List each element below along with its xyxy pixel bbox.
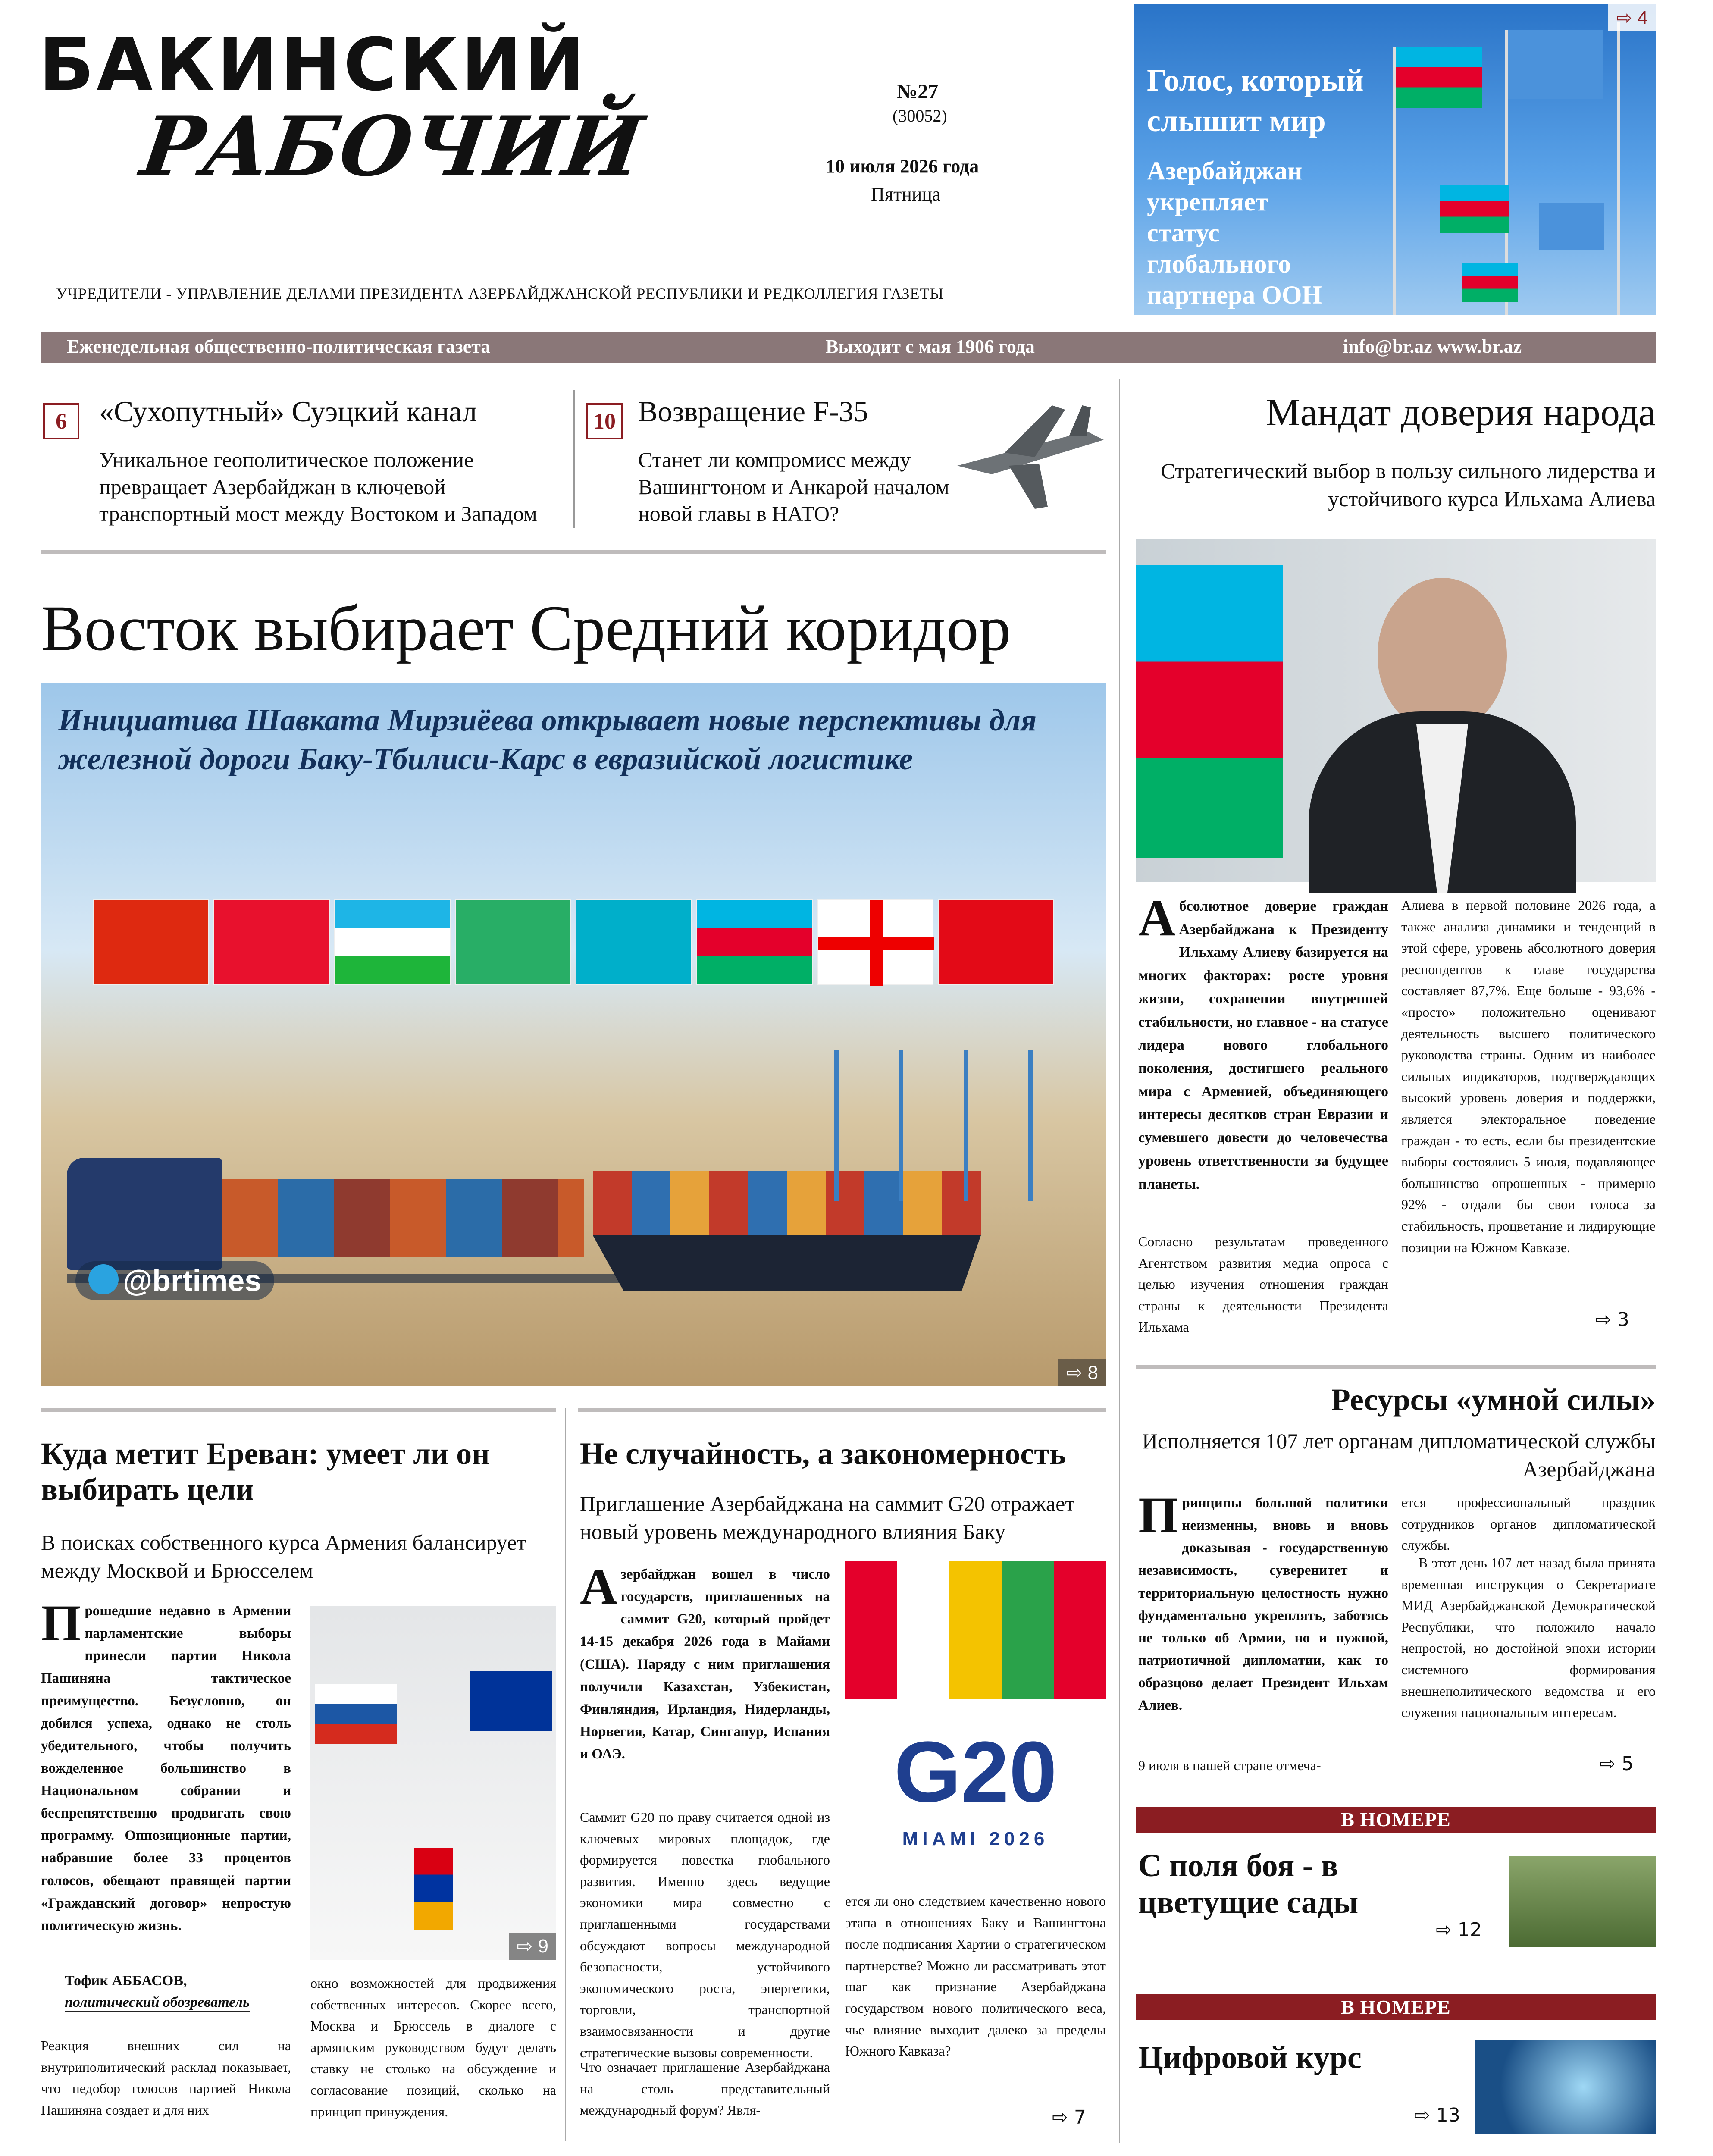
masthead-title: [39, 22, 772, 107]
g20-col1b: Что означает приглашение Азербайджана на столь представительный международный форум? Явля-: [580, 2059, 830, 2118]
main-page[interactable]: ⇨ 8: [1058, 1359, 1106, 1386]
g20-logo-sub: MIAMI 2026: [902, 1828, 1049, 1849]
main-lead: Инициатива Шавката Мирзиёева открывает новые перспективы для железной дороги Баку-Тбилиси-Карс в евразийской логистике: [58, 703, 1037, 776]
yerevan-top-rule: [41, 1408, 556, 1412]
f35-jet-image: [940, 379, 1112, 517]
flag-azerbaijan: [696, 899, 813, 985]
teaser-2-text: Станет ли компромисс между Вашингтоном и Анкарой началом новой главы в НАТО?: [638, 448, 949, 526]
promo-top[interactable]: [1134, 4, 1656, 315]
yerevan-author: Тофик АББАСОВ,: [65, 1973, 187, 1989]
inside-1-photo: [1509, 1856, 1656, 1947]
telegram-badge[interactable]: [75, 1261, 274, 1300]
resources-col2b: В этот день 107 лет назад была принята временная инструкция о Секретариате МИД Азербайджанской Демократической Республики, что положило начало непростой, но достойной эпохи истории системного формирования внешнеполитического ведомства и его служения национальным интересам.: [1401, 1555, 1656, 1720]
resources-title[interactable]: Ресурсы «умной силы»: [1331, 1382, 1656, 1417]
mandate-col2: Алиева в первой половине 2026 года, а также анализа динамики и тенденций в этой сфере, уровень абсолютного доверия респондентов к главе государства составляет 87,7%. Еще больше - 93,6% - «просто» положительно оценивают деятельность высшего политического руководства страны. Одним из наиболее сильных индикаторов, подтверждающих высокий уровень доверия и поддержки, является электоральное поведение граждан - то есть, если бы президентские выборы состоялись 5 июля, подавляющее большинство опрошенных - примерно 92% - отдали бы свои голоса за стабильность, процветание и лидирующие позиции на Южном Кавказе.: [1401, 897, 1656, 1255]
masthead-band: [41, 332, 1656, 363]
resources-col2: ется профессиональный праздник сотрудников органов дипломатической службы.: [1401, 1495, 1656, 1553]
resources-top-rule: [1136, 1365, 1656, 1369]
yerevan-author-role: политический обозреватель: [65, 1994, 250, 2012]
inside-2-photo: [1475, 2040, 1656, 2134]
teaser-2-title[interactable]: Возвращение F-35: [638, 395, 868, 428]
resources-page[interactable]: ⇨ 5: [1600, 1753, 1634, 1775]
g20-page[interactable]: ⇨ 7: [1052, 2106, 1086, 2128]
resources-lead: Принципы большой политики неизменны, вновь и вновь доказывая - государственную независимость, суверенитет и территориальную целостность нужно фундаментально укреплять, заботясь не только об Армии, но и нужной, патриотичной дипломатии, как то образцово делает Президент Ильхам Алиев.: [1138, 1486, 1388, 1714]
issue-total: (30052): [893, 106, 947, 125]
flag-kyrgyzstan: [213, 899, 330, 985]
g20-col2: ется ли оно следствием качественно нового этапа в отношениях Баку и Вашингтона после подписания Хартии о стратегическом партнерстве? Можно ли рассматривать этот шаг как признание Азербайджана государством нового политического веса, чье влияние выходит далеко за пределы Южного Кавказа?: [845, 1893, 1106, 2059]
aliyev-photo: [1136, 539, 1656, 882]
issue-weekday: Пятница: [871, 184, 941, 205]
promo-top-text: Азербайджан укрепляет статус глобального партнера ООН: [1147, 157, 1322, 309]
g20-logo: G20: [894, 1724, 1057, 1820]
founders-line: УЧРЕДИТЕЛИ - УПРАВЛЕНИЕ ДЕЛАМИ ПРЕЗИДЕНТА АЗЕРБАЙДЖАНСКОЙ РЕСПУБЛИКИ И РЕДКОЛЛЕГИЯ ГАЗЕТЫ: [56, 285, 944, 302]
russia-flag: [315, 1684, 397, 1744]
yerevan-lead: Прошедшие недавно в Армении парламентские выборы принесли партии Никола Пашиняна тактическое преимущество. Безусловно, он добился успеха, однако не столь убедительного, чтобы получить вожделенное большинство в Национальном собрании и беспрепятственно продвигать свою программу. Оппозиционные партии, набравшие более 33 процентов голосов, обещают правящей партии «Гражданский договор» непростую политическую жизнь.: [41, 1594, 291, 1934]
mandate-title[interactable]: Мандат доверия народа: [1265, 391, 1656, 434]
mandate-col1: Согласно результатам проведенного Агентством развития медиа опроса с целью изучения отношения граждан страны к деятельности Президента Ильхама: [1138, 1234, 1388, 1335]
issue-number: №27: [897, 80, 939, 103]
main-photo: [41, 683, 1106, 1386]
inside-2-band: В НОМЕРЕ: [1136, 1994, 1656, 2020]
g20-title[interactable]: Не случайность, а закономерность: [580, 1436, 1066, 1471]
inside-1-page[interactable]: ⇨ 12: [1436, 1919, 1482, 1941]
g20-lead: Азербайджан вошел в число государств, приглашенных на саммит G20, который пройдет 14-15 декабря 2026 года в Майами (США). Наряду с ним приглашения получили Казахстан, Узбекистан, Финляндия, Ирландия, Нидерланды, Норвегия, Катар, Сингапур, Испания и ОАЭ.: [580, 1557, 830, 1762]
teasers-rule: [41, 550, 1106, 554]
telegram-handle: @brtimes: [123, 1264, 262, 1297]
resources-col1: 9 июля в нашей стране отмеча-: [1138, 1758, 1321, 1773]
flag-turkmenistan: [455, 899, 571, 985]
armenia-flag: [414, 1848, 453, 1930]
g20-col1: Саммит G20 по праву считается одной из ключевых мировых площадок, где формируется повестка глобального развития. Именно здесь ведущие экономики мира совместно с приглашенными государствами обсуждают вопросы международной безопасности, устойчивого экономического роста, энергетики, торговли, транспортной взаимосвязанности и другие стратегические вызовы современности.: [580, 1809, 830, 2060]
teaser-1-text: Уникальное геополитическое положение превращает Азербайджан в ключевой транспортный мост между Востоком и Западом: [99, 448, 537, 526]
inside-2-page[interactable]: ⇨ 13: [1414, 2104, 1460, 2126]
teasers-divider-v: [573, 390, 575, 528]
teaser-2-page[interactable]: 10: [586, 403, 623, 439]
yerevan-title[interactable]: Куда метит Ереван: умеет ли он выбирать цели: [41, 1436, 490, 1507]
flag-uzbekistan: [334, 899, 451, 985]
band-mid: Выходит с мая 1906 года: [826, 336, 1035, 357]
azerbaijan-flag-backdrop: [1136, 565, 1283, 858]
main-title[interactable]: Восток выбирает Средний коридор: [41, 592, 1011, 664]
yerevan-col1: Реакция внешних сил на внутриполитический расклад показывает, что недобор голосов партией Никола Пашиняна создает и для них: [41, 2038, 291, 2118]
yerevan-flags-photo: [310, 1606, 556, 1960]
eu-flag: [470, 1671, 552, 1731]
promo-top-title: Голос, который слышит мир: [1147, 63, 1364, 138]
promo-top-page[interactable]: ⇨ 4: [1608, 4, 1656, 31]
inside-1-title[interactable]: С поля боя - в цветущие сады: [1138, 1848, 1359, 1921]
person-silhouette: [1378, 578, 1507, 733]
mandate-subtitle: Стратегический выбор в пользу сильного лидерства и устойчивого курса Ильхама Алиева: [1161, 459, 1656, 511]
flag-china: [93, 899, 209, 985]
yerevan-g20-divider: [565, 1408, 566, 2141]
g20-subtitle: Приглашение Азербайджана на саммит G20 отражает новый уровень международного влияния Баку: [580, 1492, 1075, 1544]
masthead-title-line2: РАБОЧИЙ: [135, 98, 648, 194]
mandate-col1-lead: Абсолютное доверие граждан Азербайджана к Президенту Ильхаму Алиеву базируется на многих факторах: росте уровня жизни, сохранении внутренней стабильности, но главное - на статусе лидера нового глобального поколения, достигшего реального мира с Арменией, объединяющего интересы десятков стран Евразии и сумевшего довести до человечества уровень ответственности за будущее планеты.: [1138, 889, 1388, 1192]
flag-georgia: [817, 899, 933, 985]
inside-1-band: В НОМЕРЕ: [1136, 1807, 1656, 1833]
flag-kazakhstan: [576, 899, 692, 985]
masthead-title-line1: БАКИНСКИЙ: [39, 22, 588, 107]
promo-flags-art: [1375, 22, 1651, 315]
yerevan-page[interactable]: ⇨ 9: [509, 1933, 556, 1960]
g20-photo: [845, 1561, 1106, 1876]
g20-top-rule: [578, 1408, 1106, 1412]
yerevan-subtitle: В поисках собственного курса Армения балансирует между Москвой и Брюсселем: [41, 1530, 526, 1583]
port-cranes-art: [774, 1050, 1076, 1201]
issue-date: 10 июля 2026 года: [826, 156, 979, 177]
band-left: Еженедельная общественно-политическая газета: [67, 336, 491, 357]
teaser-1-title[interactable]: «Сухопутный» Суэцкий канал: [99, 395, 477, 428]
inside-2-title[interactable]: Цифровой курс: [1138, 2040, 1362, 2075]
resources-subtitle: Исполняется 107 лет органам дипломатической службы Азербайджана: [1142, 1429, 1656, 1481]
yerevan-col2: окно возможностей для продвижения собственных интересов. Скорее всего, Москва и Брюссель в диалоге с армянским руководством будут делать ставку не столько на обсуждение и согласование позиций, сколько на принцип принуждения.: [310, 1975, 556, 2119]
telegram-icon: [88, 1264, 119, 1294]
right-col-divider: [1119, 379, 1120, 2143]
teaser-1-page[interactable]: 6: [43, 403, 79, 439]
mandate-page[interactable]: ⇨ 3: [1595, 1309, 1629, 1331]
flag-turkey: [938, 899, 1054, 985]
band-right[interactable]: info@br.az www.br.az: [1343, 336, 1522, 357]
